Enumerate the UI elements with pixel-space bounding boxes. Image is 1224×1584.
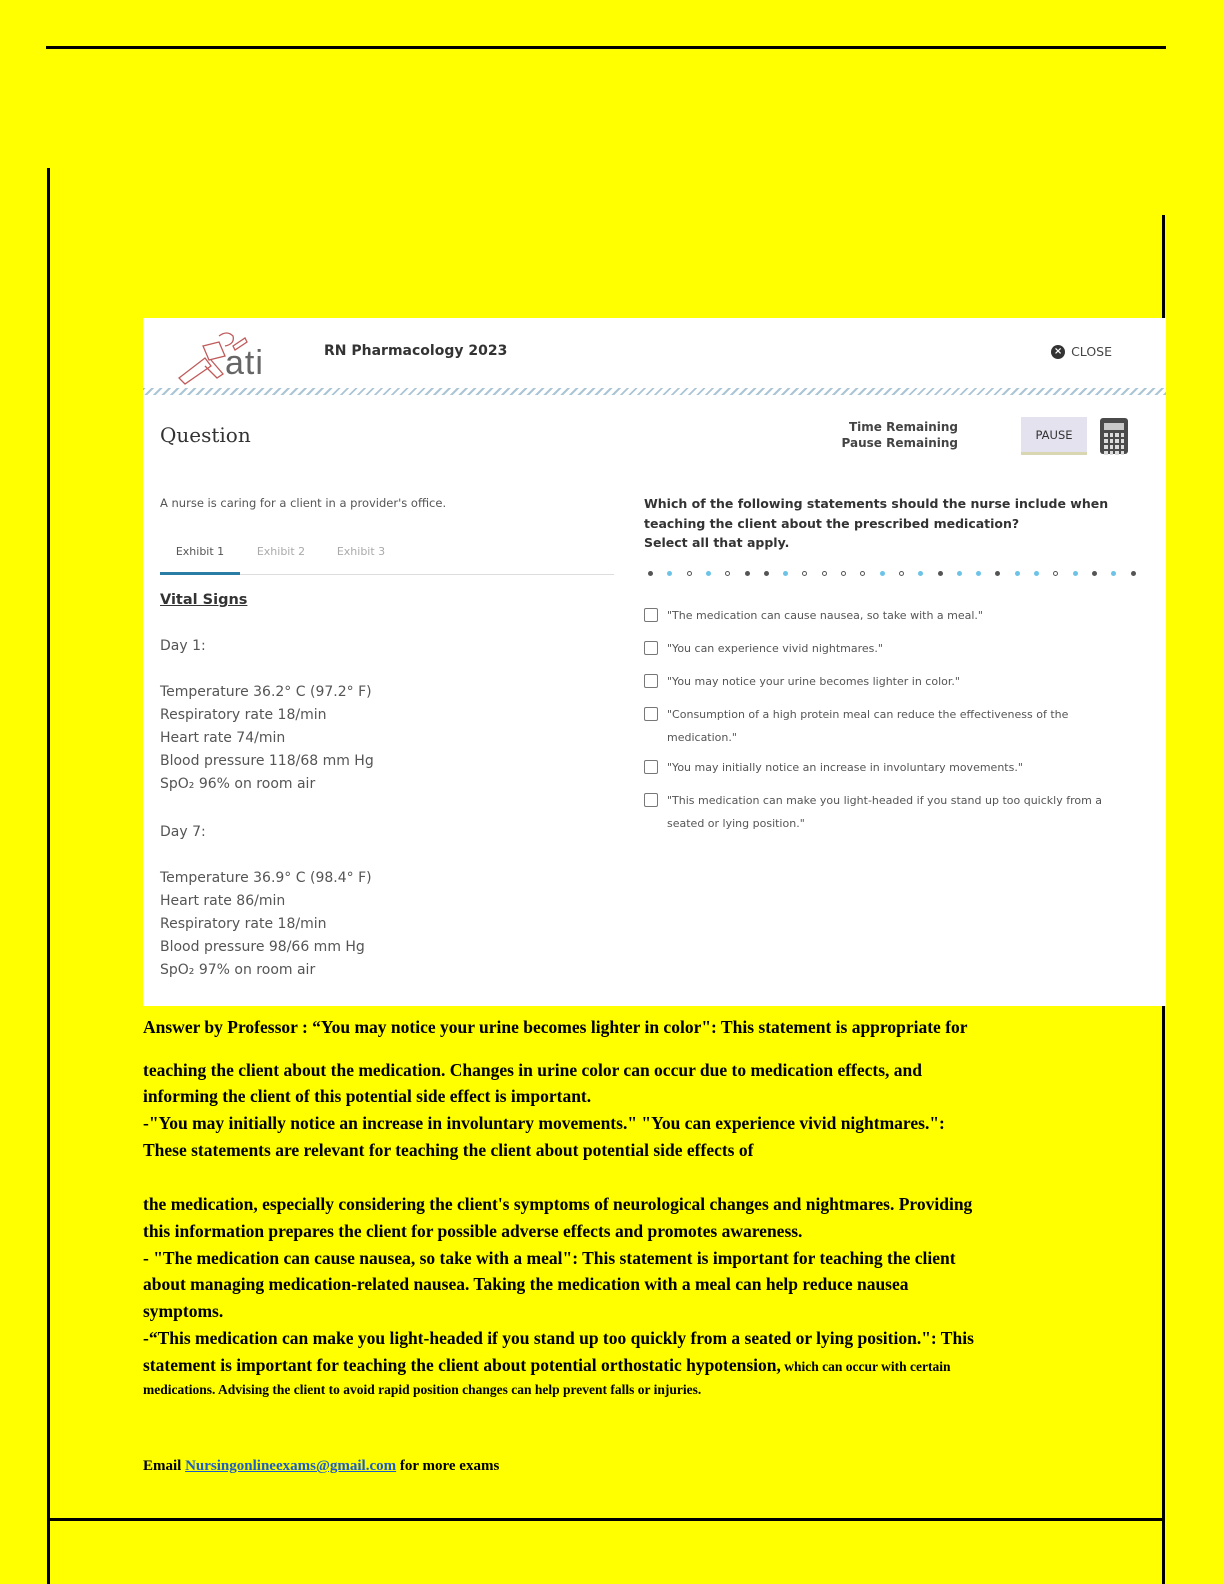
progress-dot	[918, 571, 923, 576]
answer-line-small: which can occur with certain	[780, 1359, 951, 1374]
option-text: medication."	[667, 731, 737, 744]
vital-line: Temperature 36.9° C (98.4° F)	[160, 870, 372, 886]
vital-line: Heart rate 74/min	[160, 730, 286, 746]
progress-dot	[802, 571, 807, 576]
scenario-text: A nurse is caring for a client in a provider's office.	[160, 496, 447, 510]
option-text: seated or lying position."	[667, 817, 805, 830]
time-remaining-label: Time Remaining	[848, 420, 958, 434]
progress-dot	[822, 571, 827, 576]
answer-line: Answer by Professor : “You may notice your urine becomes lighter in color": This statement is appropriate for	[143, 1017, 968, 1037]
progress-dot	[1092, 571, 1097, 576]
prompt-line: teaching the client about the prescribed medication?	[644, 515, 1020, 531]
answer-line: this information prepares the client for possible adverse effects and promotes awareness.	[143, 1221, 803, 1241]
progress-dot	[648, 571, 653, 576]
exam-screenshot	[143, 318, 1166, 1006]
close-label: CLOSE	[1071, 344, 1112, 359]
vitals-heading: Vital Signs	[160, 592, 248, 608]
vital-line: SpO₂ 97% on room air	[160, 962, 316, 978]
close-icon: ×	[1051, 345, 1065, 359]
vital-line: SpO₂ 96% on room air	[160, 776, 316, 792]
vital-line: Blood pressure 98/66 mm Hg	[160, 939, 365, 955]
answer-line: symptoms.	[143, 1301, 224, 1321]
pause-button[interactable]: PAUSE	[1021, 417, 1087, 455]
answer-line: These statements are relevant for teaching the client about potential side effects of	[143, 1140, 754, 1160]
progress-dot	[899, 571, 904, 576]
question-progress-dots	[648, 571, 1138, 579]
pause-remaining-label: Pause Remaining	[841, 436, 958, 450]
option-checkbox[interactable]	[644, 674, 658, 688]
answer-line: -“This medication can make you light-headed if you stand up too quickly from a seated or lying position.": This	[143, 1328, 974, 1348]
progress-dot	[860, 571, 865, 576]
progress-dot	[880, 571, 885, 576]
top-rule	[46, 46, 1166, 49]
option-checkbox[interactable]	[644, 641, 658, 655]
progress-dot	[1034, 571, 1039, 576]
tab-exhibit-2[interactable]: Exhibit 2	[256, 545, 306, 558]
day7-label: Day 7:	[160, 824, 206, 840]
option-text: "Consumption of a high protein meal can reduce the effectiveness of the	[667, 708, 1069, 721]
bottom-rule	[47, 1518, 1165, 1521]
question-title: Question	[160, 423, 251, 447]
progress-dot	[841, 571, 846, 576]
logo-text: ati	[225, 344, 264, 382]
vital-line: Respiratory rate 18/min	[160, 707, 327, 723]
answer-line: informing the client of this potential side effect is important.	[143, 1086, 592, 1106]
answer-line	[143, 1355, 951, 1376]
tab-exhibit-3[interactable]: Exhibit 3	[336, 545, 386, 558]
option-text: "You can experience vivid nightmares."	[667, 642, 883, 655]
exhibit-tabs	[160, 544, 614, 575]
option-checkbox[interactable]	[644, 760, 658, 774]
tab-exhibit-1[interactable]: Exhibit 1	[160, 544, 240, 575]
email-suffix: for more exams	[396, 1458, 500, 1474]
progress-dot	[706, 571, 711, 576]
progress-dot	[667, 571, 672, 576]
progress-dot	[976, 571, 981, 576]
answer-line: -"You may initially notice an increase in involuntary movements." "You can experience vivid nightmares.":	[143, 1113, 945, 1133]
option-checkbox[interactable]	[644, 793, 658, 807]
email-prefix: Email	[143, 1458, 186, 1474]
progress-dot	[995, 571, 1000, 576]
progress-dot	[1015, 571, 1020, 576]
answer-line-main: statement is important for teaching the client about potential orthostatic hypotension,	[143, 1355, 781, 1375]
progress-dot	[1073, 571, 1078, 576]
progress-dot	[745, 571, 750, 576]
vital-line: Blood pressure 118/68 mm Hg	[160, 753, 374, 769]
progress-dot	[938, 571, 943, 576]
vital-line: Heart rate 86/min	[160, 893, 286, 909]
timer-panel	[793, 419, 958, 451]
email-footer	[143, 1458, 499, 1475]
answer-line: teaching the client about the medication. Changes in urine color can occur due to medication effects, and	[143, 1060, 923, 1080]
vital-line: Temperature 36.2° C (97.2° F)	[160, 684, 372, 700]
progress-dot	[1111, 571, 1116, 576]
question-prompt	[644, 494, 1114, 553]
progress-dot	[1131, 571, 1136, 576]
close-button[interactable]	[1051, 344, 1112, 359]
left-border	[47, 168, 50, 1584]
progress-dot	[957, 571, 962, 576]
option-checkbox[interactable]	[644, 707, 658, 721]
answer-line-small: medications. Advising the client to avoid rapid position changes can help prevent falls or injuries.	[143, 1382, 702, 1397]
answer-line: about managing medication-related nausea. Taking the medication with a meal can help reduce nausea	[143, 1274, 909, 1294]
exam-title: RN Pharmacology 2023	[324, 343, 508, 359]
answer-line: - "The medication can cause nausea, so take with a meal": This statement is important for teaching the client	[143, 1248, 956, 1268]
prompt-line: Which of the following statements should the nurse include when	[644, 496, 1109, 511]
progress-dot	[687, 571, 692, 576]
option-text: "The medication can cause nausea, so take with a meal."	[667, 609, 983, 622]
option-text: "You may initially notice an increase in involuntary movements."	[667, 761, 1023, 774]
progress-dot	[764, 571, 769, 576]
answer-line: the medication, especially considering the client's symptoms of neurological changes and nightmares. Providing	[143, 1194, 973, 1214]
vital-line: Respiratory rate 18/min	[160, 916, 327, 932]
header-divider	[143, 388, 1166, 395]
option-checkbox[interactable]	[644, 608, 658, 622]
email-link[interactable]: Nursingonlineexams@gmail.com	[185, 1458, 397, 1474]
day1-label: Day 1:	[160, 638, 206, 654]
progress-dot	[783, 571, 788, 576]
progress-dot	[725, 571, 730, 576]
app-header	[143, 318, 1166, 394]
option-text: "This medication can make you light-headed if you stand up too quickly from a	[667, 794, 1103, 807]
calculator-icon[interactable]	[1100, 418, 1128, 454]
option-text: "You may notice your urine becomes lighter in color."	[667, 675, 960, 688]
prompt-line: Select all that apply.	[644, 535, 790, 550]
progress-dot	[1053, 571, 1058, 576]
